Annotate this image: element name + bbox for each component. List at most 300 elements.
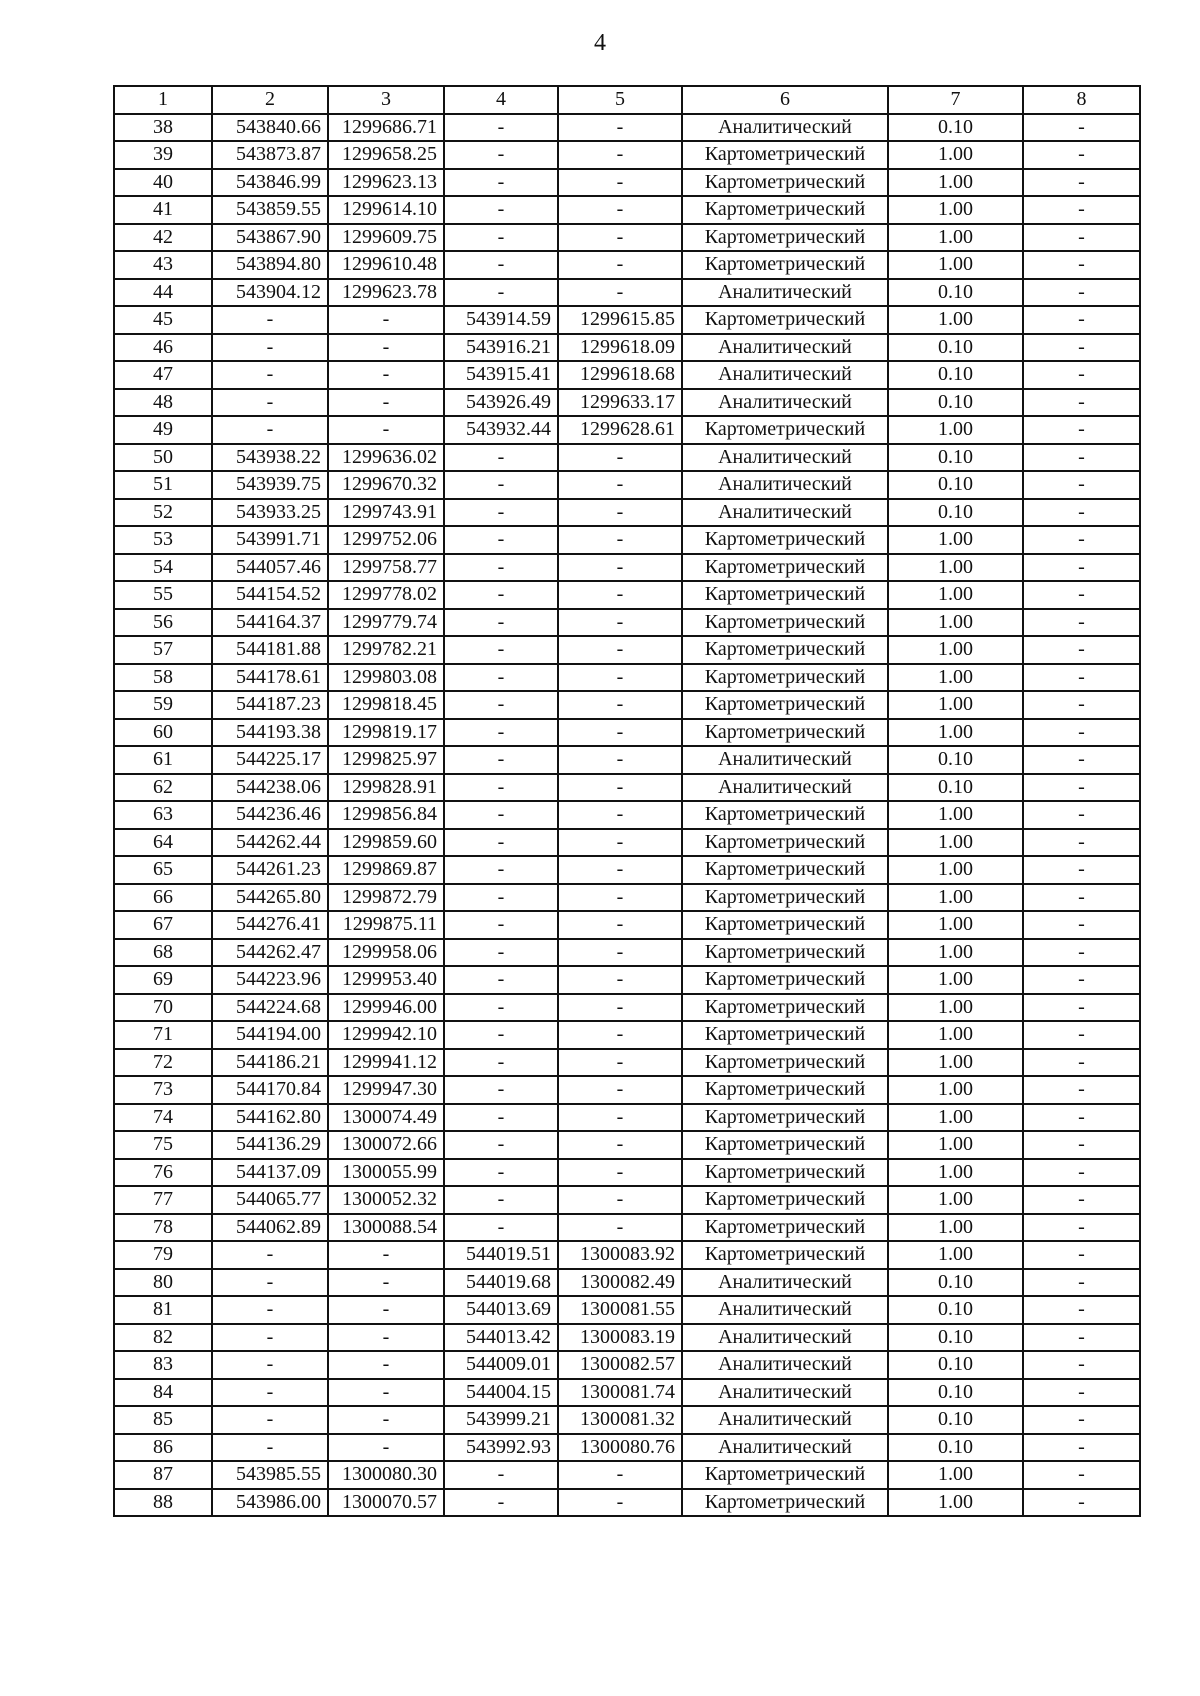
x-existing-cell: -: [212, 334, 328, 362]
method-cell: Аналитический: [682, 1434, 888, 1462]
y-refined-cell: 1300081.55: [558, 1296, 682, 1324]
point-number-cell: 74: [114, 1104, 212, 1132]
table-row: [114, 1241, 1140, 1269]
method-cell: Картометрический: [682, 1214, 888, 1242]
method-cell: Картометрический: [682, 169, 888, 197]
point-number-cell: 64: [114, 829, 212, 857]
description-cell: -: [1023, 1351, 1140, 1379]
x-existing-cell: 544164.37: [212, 609, 328, 637]
method-cell: Аналитический: [682, 444, 888, 472]
accuracy-cell: 1.00: [888, 939, 1023, 967]
y-refined-cell: -: [558, 911, 682, 939]
x-existing-cell: 544262.47: [212, 939, 328, 967]
method-cell: Аналитический: [682, 746, 888, 774]
y-refined-cell: -: [558, 444, 682, 472]
y-existing-cell: -: [328, 1324, 444, 1352]
table-row: [114, 1379, 1140, 1407]
y-refined-cell: -: [558, 196, 682, 224]
y-existing-cell: 1299614.10: [328, 196, 444, 224]
x-existing-cell: 543933.25: [212, 499, 328, 527]
table-row: [114, 1489, 1140, 1517]
description-cell: -: [1023, 471, 1140, 499]
point-number-cell: 68: [114, 939, 212, 967]
description-cell: -: [1023, 114, 1140, 142]
y-existing-cell: 1299946.00: [328, 994, 444, 1022]
y-existing-cell: -: [328, 1434, 444, 1462]
y-refined-cell: -: [558, 1049, 682, 1077]
accuracy-cell: 1.00: [888, 1241, 1023, 1269]
description-cell: -: [1023, 664, 1140, 692]
y-refined-cell: 1300082.49: [558, 1269, 682, 1297]
method-cell: Аналитический: [682, 334, 888, 362]
method-cell: Картометрический: [682, 1159, 888, 1187]
y-refined-cell: 1299615.85: [558, 306, 682, 334]
description-cell: -: [1023, 746, 1140, 774]
x-refined-cell: -: [444, 1076, 558, 1104]
x-existing-cell: -: [212, 306, 328, 334]
y-refined-cell: 1299628.61: [558, 416, 682, 444]
y-existing-cell: 1299782.21: [328, 636, 444, 664]
table-row: [114, 1186, 1140, 1214]
point-number-cell: 62: [114, 774, 212, 802]
method-cell: Картометрический: [682, 196, 888, 224]
x-refined-cell: 543914.59: [444, 306, 558, 334]
x-refined-cell: -: [444, 911, 558, 939]
x-refined-cell: -: [444, 196, 558, 224]
description-cell: -: [1023, 1379, 1140, 1407]
x-refined-cell: -: [444, 884, 558, 912]
table-row: [114, 774, 1140, 802]
x-refined-cell: -: [444, 691, 558, 719]
table-row: [114, 361, 1140, 389]
method-cell: Картометрический: [682, 1076, 888, 1104]
point-number-cell: 52: [114, 499, 212, 527]
table-row: [114, 966, 1140, 994]
method-cell: Картометрический: [682, 1131, 888, 1159]
method-cell: Аналитический: [682, 114, 888, 142]
y-existing-cell: 1300070.57: [328, 1489, 444, 1517]
x-existing-cell: 543873.87: [212, 141, 328, 169]
y-existing-cell: 1300074.49: [328, 1104, 444, 1132]
accuracy-cell: 1.00: [888, 609, 1023, 637]
x-existing-cell: -: [212, 389, 328, 417]
point-number-cell: 51: [114, 471, 212, 499]
description-cell: -: [1023, 1049, 1140, 1077]
y-existing-cell: -: [328, 416, 444, 444]
x-existing-cell: 544137.09: [212, 1159, 328, 1187]
accuracy-cell: 1.00: [888, 884, 1023, 912]
point-number-cell: 49: [114, 416, 212, 444]
x-refined-cell: -: [444, 1021, 558, 1049]
y-refined-cell: 1300081.74: [558, 1379, 682, 1407]
x-existing-cell: 544154.52: [212, 581, 328, 609]
point-number-cell: 53: [114, 526, 212, 554]
y-existing-cell: 1299869.87: [328, 856, 444, 884]
y-existing-cell: -: [328, 1351, 444, 1379]
accuracy-cell: 0.10: [888, 471, 1023, 499]
description-cell: -: [1023, 1104, 1140, 1132]
table-row: [114, 1131, 1140, 1159]
x-existing-cell: 544193.38: [212, 719, 328, 747]
x-existing-cell: 544186.21: [212, 1049, 328, 1077]
method-cell: Картометрический: [682, 141, 888, 169]
x-refined-cell: 544013.42: [444, 1324, 558, 1352]
accuracy-cell: 0.10: [888, 1296, 1023, 1324]
x-refined-cell: -: [444, 1131, 558, 1159]
accuracy-cell: 0.10: [888, 334, 1023, 362]
method-cell: Аналитический: [682, 1324, 888, 1352]
x-refined-cell: -: [444, 471, 558, 499]
table-row: [114, 1324, 1140, 1352]
y-refined-cell: -: [558, 884, 682, 912]
point-number-cell: 86: [114, 1434, 212, 1462]
x-existing-cell: 544194.00: [212, 1021, 328, 1049]
accuracy-cell: 1.00: [888, 526, 1023, 554]
y-existing-cell: 1299828.91: [328, 774, 444, 802]
x-existing-cell: 544178.61: [212, 664, 328, 692]
description-cell: -: [1023, 1021, 1140, 1049]
accuracy-cell: 1.00: [888, 1104, 1023, 1132]
x-existing-cell: 544276.41: [212, 911, 328, 939]
x-existing-cell: -: [212, 1269, 328, 1297]
x-refined-cell: -: [444, 169, 558, 197]
accuracy-cell: 1.00: [888, 581, 1023, 609]
y-refined-cell: -: [558, 1104, 682, 1132]
table-row: [114, 251, 1140, 279]
y-refined-cell: -: [558, 939, 682, 967]
method-cell: Картометрический: [682, 416, 888, 444]
x-refined-cell: 544019.51: [444, 1241, 558, 1269]
y-refined-cell: 1300080.76: [558, 1434, 682, 1462]
point-number-cell: 85: [114, 1406, 212, 1434]
table-row: [114, 416, 1140, 444]
description-cell: -: [1023, 141, 1140, 169]
y-existing-cell: 1299942.10: [328, 1021, 444, 1049]
x-existing-cell: -: [212, 1324, 328, 1352]
x-refined-cell: -: [444, 581, 558, 609]
y-refined-cell: -: [558, 1076, 682, 1104]
method-cell: Картометрический: [682, 1241, 888, 1269]
method-cell: Картометрический: [682, 306, 888, 334]
x-refined-cell: -: [444, 224, 558, 252]
point-number-cell: 42: [114, 224, 212, 252]
x-existing-cell: -: [212, 1379, 328, 1407]
table-row: [114, 169, 1140, 197]
y-existing-cell: 1299875.11: [328, 911, 444, 939]
description-cell: -: [1023, 554, 1140, 582]
y-refined-cell: -: [558, 471, 682, 499]
x-existing-cell: -: [212, 1241, 328, 1269]
x-refined-cell: -: [444, 966, 558, 994]
x-existing-cell: 543991.71: [212, 526, 328, 554]
table-row: [114, 444, 1140, 472]
x-refined-cell: -: [444, 1049, 558, 1077]
column-header: 1: [114, 86, 212, 114]
table-body: [114, 114, 1140, 1517]
y-refined-cell: 1300082.57: [558, 1351, 682, 1379]
accuracy-cell: 1.00: [888, 306, 1023, 334]
method-cell: Картометрический: [682, 691, 888, 719]
x-existing-cell: 544057.46: [212, 554, 328, 582]
x-refined-cell: 544004.15: [444, 1379, 558, 1407]
x-existing-cell: 544238.06: [212, 774, 328, 802]
point-number-cell: 55: [114, 581, 212, 609]
y-refined-cell: -: [558, 224, 682, 252]
x-existing-cell: -: [212, 1296, 328, 1324]
x-existing-cell: 544261.23: [212, 856, 328, 884]
description-cell: -: [1023, 719, 1140, 747]
y-existing-cell: -: [328, 334, 444, 362]
x-existing-cell: 544162.80: [212, 1104, 328, 1132]
x-existing-cell: 543938.22: [212, 444, 328, 472]
y-existing-cell: 1299818.45: [328, 691, 444, 719]
description-cell: -: [1023, 636, 1140, 664]
method-cell: Аналитический: [682, 1296, 888, 1324]
table-row: [114, 334, 1140, 362]
table-row: [114, 1351, 1140, 1379]
table-row: [114, 114, 1140, 142]
accuracy-cell: 1.00: [888, 554, 1023, 582]
accuracy-cell: 1.00: [888, 801, 1023, 829]
y-existing-cell: -: [328, 1296, 444, 1324]
x-refined-cell: -: [444, 1159, 558, 1187]
x-existing-cell: 543846.99: [212, 169, 328, 197]
accuracy-cell: 0.10: [888, 1324, 1023, 1352]
description-cell: -: [1023, 856, 1140, 884]
x-refined-cell: -: [444, 636, 558, 664]
point-number-cell: 45: [114, 306, 212, 334]
y-refined-cell: -: [558, 1461, 682, 1489]
table-row: [114, 1406, 1140, 1434]
accuracy-cell: 0.10: [888, 361, 1023, 389]
y-existing-cell: 1299958.06: [328, 939, 444, 967]
y-existing-cell: 1299752.06: [328, 526, 444, 554]
description-cell: -: [1023, 966, 1140, 994]
y-existing-cell: 1300052.32: [328, 1186, 444, 1214]
description-cell: -: [1023, 1131, 1140, 1159]
method-cell: Картометрический: [682, 966, 888, 994]
accuracy-cell: 1.00: [888, 1159, 1023, 1187]
description-cell: -: [1023, 581, 1140, 609]
point-number-cell: 56: [114, 609, 212, 637]
description-cell: -: [1023, 1269, 1140, 1297]
x-existing-cell: 543939.75: [212, 471, 328, 499]
point-number-cell: 84: [114, 1379, 212, 1407]
x-existing-cell: 544223.96: [212, 966, 328, 994]
accuracy-cell: 0.10: [888, 774, 1023, 802]
x-refined-cell: 543999.21: [444, 1406, 558, 1434]
point-number-cell: 54: [114, 554, 212, 582]
y-existing-cell: 1299623.13: [328, 169, 444, 197]
description-cell: -: [1023, 1241, 1140, 1269]
column-header: 6: [682, 86, 888, 114]
y-existing-cell: 1300080.30: [328, 1461, 444, 1489]
table-row: [114, 856, 1140, 884]
accuracy-cell: 0.10: [888, 279, 1023, 307]
y-refined-cell: -: [558, 1489, 682, 1517]
accuracy-cell: 1.00: [888, 719, 1023, 747]
method-cell: Аналитический: [682, 774, 888, 802]
x-existing-cell: 544062.89: [212, 1214, 328, 1242]
y-existing-cell: 1300055.99: [328, 1159, 444, 1187]
table-row: [114, 499, 1140, 527]
method-cell: Картометрический: [682, 554, 888, 582]
method-cell: Аналитический: [682, 361, 888, 389]
accuracy-cell: 1.00: [888, 169, 1023, 197]
table-row: [114, 1296, 1140, 1324]
x-refined-cell: -: [444, 141, 558, 169]
point-number-cell: 41: [114, 196, 212, 224]
y-existing-cell: -: [328, 1406, 444, 1434]
y-existing-cell: -: [328, 1269, 444, 1297]
y-existing-cell: -: [328, 1379, 444, 1407]
x-existing-cell: 544136.29: [212, 1131, 328, 1159]
description-cell: -: [1023, 444, 1140, 472]
y-existing-cell: 1299658.25: [328, 141, 444, 169]
accuracy-cell: 1.00: [888, 911, 1023, 939]
y-refined-cell: -: [558, 719, 682, 747]
table-row: [114, 801, 1140, 829]
y-refined-cell: -: [558, 774, 682, 802]
description-cell: -: [1023, 169, 1140, 197]
y-refined-cell: -: [558, 801, 682, 829]
accuracy-cell: 0.10: [888, 1379, 1023, 1407]
accuracy-cell: 1.00: [888, 1076, 1023, 1104]
accuracy-cell: 1.00: [888, 1049, 1023, 1077]
description-cell: -: [1023, 911, 1140, 939]
description-cell: -: [1023, 389, 1140, 417]
description-cell: -: [1023, 829, 1140, 857]
y-existing-cell: 1299758.77: [328, 554, 444, 582]
y-existing-cell: 1299609.75: [328, 224, 444, 252]
method-cell: Картометрический: [682, 526, 888, 554]
x-existing-cell: 544262.44: [212, 829, 328, 857]
accuracy-cell: 0.10: [888, 389, 1023, 417]
y-existing-cell: 1299803.08: [328, 664, 444, 692]
table-row: [114, 1049, 1140, 1077]
point-number-cell: 60: [114, 719, 212, 747]
x-refined-cell: -: [444, 939, 558, 967]
description-cell: -: [1023, 774, 1140, 802]
accuracy-cell: 1.00: [888, 1021, 1023, 1049]
x-refined-cell: 544019.68: [444, 1269, 558, 1297]
accuracy-cell: 1.00: [888, 691, 1023, 719]
method-cell: Картометрический: [682, 609, 888, 637]
x-refined-cell: 543992.93: [444, 1434, 558, 1462]
y-existing-cell: 1299670.32: [328, 471, 444, 499]
x-existing-cell: 543985.55: [212, 1461, 328, 1489]
method-cell: Картометрический: [682, 581, 888, 609]
point-number-cell: 83: [114, 1351, 212, 1379]
accuracy-cell: 0.10: [888, 444, 1023, 472]
table-row: [114, 1214, 1140, 1242]
header-row: [114, 86, 1140, 114]
y-refined-cell: 1300081.32: [558, 1406, 682, 1434]
table-row: [114, 1021, 1140, 1049]
point-number-cell: 44: [114, 279, 212, 307]
table-row: [114, 746, 1140, 774]
table-row: [114, 636, 1140, 664]
point-number-cell: 71: [114, 1021, 212, 1049]
point-number-cell: 77: [114, 1186, 212, 1214]
method-cell: Аналитический: [682, 1406, 888, 1434]
y-existing-cell: 1299686.71: [328, 114, 444, 142]
table-row: [114, 719, 1140, 747]
table-row: [114, 526, 1140, 554]
page-number: 4: [594, 30, 606, 56]
x-refined-cell: -: [444, 251, 558, 279]
x-refined-cell: -: [444, 279, 558, 307]
y-refined-cell: -: [558, 169, 682, 197]
accuracy-cell: 0.10: [888, 1434, 1023, 1462]
method-cell: Картометрический: [682, 911, 888, 939]
method-cell: Картометрический: [682, 1461, 888, 1489]
table-row: [114, 994, 1140, 1022]
x-existing-cell: -: [212, 361, 328, 389]
method-cell: Картометрический: [682, 1186, 888, 1214]
point-number-cell: 43: [114, 251, 212, 279]
y-refined-cell: -: [558, 1214, 682, 1242]
description-cell: -: [1023, 1461, 1140, 1489]
y-refined-cell: -: [558, 554, 682, 582]
y-refined-cell: -: [558, 141, 682, 169]
description-cell: -: [1023, 1434, 1140, 1462]
y-existing-cell: 1299778.02: [328, 581, 444, 609]
table-row: [114, 691, 1140, 719]
y-refined-cell: -: [558, 746, 682, 774]
table-row: [114, 306, 1140, 334]
x-existing-cell: 544065.77: [212, 1186, 328, 1214]
method-cell: Картометрический: [682, 224, 888, 252]
method-cell: Аналитический: [682, 1269, 888, 1297]
accuracy-cell: 1.00: [888, 1461, 1023, 1489]
accuracy-cell: 1.00: [888, 664, 1023, 692]
table-row: [114, 1434, 1140, 1462]
x-existing-cell: 543894.80: [212, 251, 328, 279]
point-number-cell: 39: [114, 141, 212, 169]
point-number-cell: 73: [114, 1076, 212, 1104]
x-refined-cell: 543915.41: [444, 361, 558, 389]
description-cell: -: [1023, 1076, 1140, 1104]
description-cell: -: [1023, 1159, 1140, 1187]
x-refined-cell: -: [444, 1186, 558, 1214]
description-cell: -: [1023, 994, 1140, 1022]
point-number-cell: 88: [114, 1489, 212, 1517]
table-row: [114, 1461, 1140, 1489]
point-number-cell: 59: [114, 691, 212, 719]
x-refined-cell: -: [444, 526, 558, 554]
point-number-cell: 46: [114, 334, 212, 362]
x-existing-cell: 544170.84: [212, 1076, 328, 1104]
x-existing-cell: 543986.00: [212, 1489, 328, 1517]
method-cell: Картометрический: [682, 1021, 888, 1049]
y-existing-cell: 1300088.54: [328, 1214, 444, 1242]
y-refined-cell: -: [558, 609, 682, 637]
method-cell: Картометрический: [682, 1104, 888, 1132]
table-row: [114, 884, 1140, 912]
description-cell: -: [1023, 1489, 1140, 1517]
x-refined-cell: -: [444, 1489, 558, 1517]
column-header: 3: [328, 86, 444, 114]
y-existing-cell: 1299610.48: [328, 251, 444, 279]
description-cell: -: [1023, 416, 1140, 444]
y-refined-cell: 1300083.92: [558, 1241, 682, 1269]
accuracy-cell: 1.00: [888, 829, 1023, 857]
y-refined-cell: -: [558, 251, 682, 279]
column-header: 4: [444, 86, 558, 114]
y-existing-cell: 1299779.74: [328, 609, 444, 637]
point-number-cell: 70: [114, 994, 212, 1022]
